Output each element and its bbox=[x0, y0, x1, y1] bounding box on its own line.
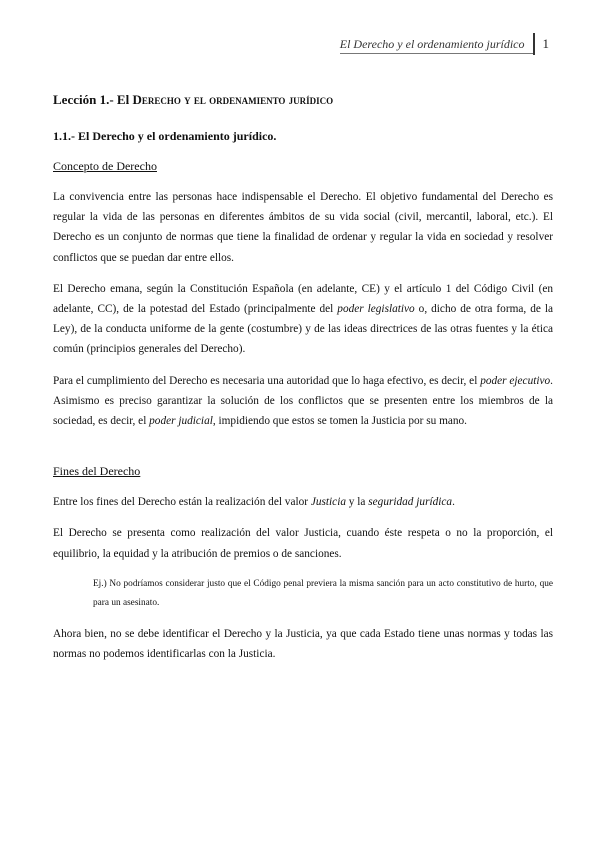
running-header bbox=[340, 33, 549, 55]
paragraph: Ahora bien, no se debe identificar el Derecho y la Justicia, ya que cada Estado tiene unas normas y todas las normas no podemos identificarlas con la Justicia. bbox=[53, 627, 553, 661]
paragraph: El Derecho emana, según la Constitución Española (en adelante, CE) y el artículo 1 del Código Civil (en adelante, CC), de la potestad del Estado (principalmente del poder legislativo o, dicho de otra forma, de la Ley), de la conducta uniforme de la gente (costumbre) y de las ideas directrices de las otras fuentes y la ética común (principios generales del Derecho). bbox=[53, 282, 553, 356]
subsection-title: 1.1.- El Derecho y el ordenamiento jurídico. bbox=[53, 129, 277, 143]
paragraph: La convivencia entre las personas hace indispensable el Derecho. El objetivo fundamental del Derecho es regular la vida de las personas en diferentes ámbitos de su vida social (civil, mercantil, laboral, etc.). El Derecho es un conjunto de normas que tiene la finalidad de ordenar y regular la vida en sociedad y resolver conflictos que se puedan dar entre ellos. bbox=[53, 191, 553, 264]
section-heading-fines: Fines del Derecho bbox=[53, 464, 141, 479]
paragraph: El Derecho se presenta como realización del valor Justicia, cuando éste respeta o no la proporción, el equilibrio, la equidad y la atribución de premios o de sanciones. bbox=[53, 527, 553, 560]
emphasis: poder legislativo bbox=[337, 303, 415, 316]
emphasis: seguridad jurídica bbox=[368, 496, 453, 509]
paragraph: Entre los fines del Derecho están la realización del valor Justicia y la seguridad jurídica. bbox=[53, 496, 455, 509]
lesson-title-prefix: Lección 1.- El bbox=[53, 92, 133, 107]
section-heading-concepto: Concepto de Derecho bbox=[53, 159, 157, 173]
paragraph: Para el cumplimiento del Derecho es necesaria una autoridad que lo haga efectivo, es decir, el poder ejecutivo. Asimismo es preciso garantizar la solución de los conflictos que se presenten entre los miembros de la sociedad, es decir, el poder judicial, impidiendo que estos se tomen la Justicia por su mano. bbox=[53, 374, 553, 428]
emphasis: poder ejecutivo bbox=[480, 374, 551, 387]
page-number: 1 bbox=[542, 36, 549, 51]
header-title: El Derecho y el ordenamiento jurídico bbox=[340, 35, 533, 54]
page-content bbox=[53, 92, 553, 675]
spacer bbox=[53, 442, 553, 464]
lesson-title-smallcaps: Derecho y el ordenamiento jurídico bbox=[132, 92, 334, 107]
header-separator bbox=[533, 33, 535, 55]
lesson-title bbox=[53, 92, 553, 108]
emphasis: poder judicial bbox=[149, 415, 213, 428]
example-note: Ej.) No podríamos considerar justo que el Código penal previera la misma sanción para un acto constitutivo de hurto, que para un asesinato. bbox=[93, 578, 553, 608]
emphasis: Justicia bbox=[310, 496, 346, 509]
